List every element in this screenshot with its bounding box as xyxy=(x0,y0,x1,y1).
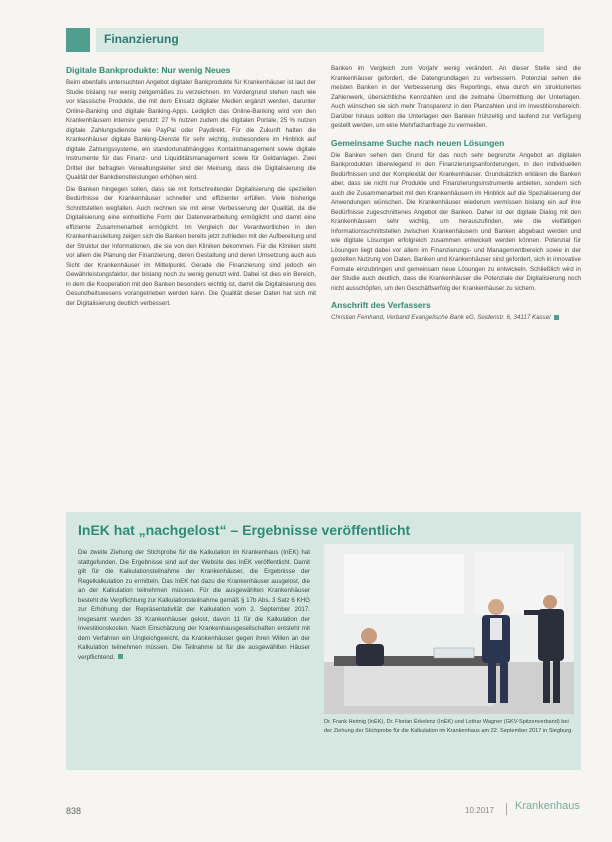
inek-info-box xyxy=(66,512,581,770)
issue-date: 10.2017 xyxy=(465,806,494,815)
box-body-text: Die zweite Ziehung der Stichprobe für die Kalkulation im Krankenhaus (InEK) hat stattgefunden. Die Ergebnisse sind auf der Website des InEK veröffentlicht. Damit gilt für die Kalkulationsteilnahme der Krankenhäuser, die Ergebnisse der Regelkalkulation zu ermitteln. Das InEK hat dazu die Krankenhäuser ausgelost, die an der Kalkulation teilnehmen müssen. Für die ausgewählten Krankenhäuser besteht die Verpflichtung zur Kalkulationsteilnahme gemäß § 17b Abs. 3 Satz 6 KHG zur Erhöhung der Repräsentativität der Kalkulation vom 2. September 2017. Insgesamt wurden 33 Krankenhäuser gelost, davon 11 für die Kalkulation der Investitionskosten. Nach Einschätzung der Krankenhausgesellschaften entsteht mit dem Verfahren ein Ungleichgewicht, da Krankenhäuser gegen ihren Willen an der Kalkulation teilnehmen müssen. Die Teilnahme ist für die ausgewählten Häuser verpflichtend. xyxy=(78,549,310,661)
article-paragraph-3: Banken im Vergleich zum Vorjahr wenig verändert. An dieser Stelle sind die Krankenhäuser gefordert, die Datengrundlagen zu verbessern. Potenzial sehen die meisten Banken in der Verbesserung des Reportings, etwa durch ein strukturiertes Zahlenwerk, übersichtliche Kennzahlen und die zeitnahe Übermittlung der Unterlagen. Auch wünschen sie sich mehr Transparenz in den Planzahlen und im Investitionsbereich. Darüber hinaus sollten die Unterlagen den Banken frühzeitig und laufend zur Verfügung gestellt werden, um eine Mehrfachanfrage zu vermeiden. xyxy=(331,65,581,129)
section-title: Finanzierung xyxy=(104,32,179,46)
article-paragraph-1: Beim ebenfalls untersuchten Angebot digitaler Bankprodukte für Krankenhäuser ist laut der Studie bislang nur wenig zeitgemäßes zu verzeichnen. Im Vordergrund stehen nach wie vor klassische Produkte, die mit dem Einsatz digitaler Medien ergänzt werden, darunter Online-Banking und digitale Banking-Apps. Lediglich das Online-Banking wird von den Krankenhäusern intensiv genutzt: 27 % nutzen zudem die digitalen Portale, 25 % nutzen digitale Zahlungsdienste wie PayPal oder Paydirekt. Für die Zukunft halten die Krankenhäuser digitale Banking-Dienste für sehr wichtig, insbesondere im Hinblick auf digitale Zahlungssysteme, ein standortunabhängiges Kontaktmanagement sowie digitale Instrumente für das Finanz- und Liquiditätsmanagement sowie für Geldanlagen. Zwei Drittel der befragten Verwaltungsleiter sind der Meinung, dass die Digitalisierung die Qualität der Bankdienstleistungen erhöhen wird. xyxy=(66,79,316,181)
photo-caption: Dr. Frank Heimig (InEK), Dr. Florian Erkelenz (InEK) und Lothar Wagner (GKV-Spitzenverband) bei der Ziehung der Stichprobe für die Kalkulation im Krankenhaus am 22. September 2017 in Siegburg. xyxy=(324,719,573,734)
author-address xyxy=(331,313,581,323)
box-text xyxy=(78,548,310,762)
heading-author-address: Anschrift des Verfassers xyxy=(331,300,431,310)
photo-illustration xyxy=(324,544,574,714)
article-paragraph-4: Die Banken sehen den Grund für das noch sehr begrenzte Angebot an digitalen Bankprodukten überwiegend in den Finanzierungsanforderungen, in den individuellen Bedürfnissen und der Komplexität der Krankenhäuser. Grundsätzlich erklären die Banken aber, dass sie nicht nur Produkte und Finanzierungsinstrumente anbieten, sondern sich auch die Zusammenarbeit mit den Krankenhäusern im Hinblick auf die Spezialisierung der Anwendungen wünschen. Die Krankenhäuser wiederum vermissen bislang ein auf ihre Bedürfnisse zugeschnittenes Angebot der Banken. Daher ist der digitale Dialog mit den Krankenhäusern sehr wichtig, um herauszufinden, wie die vielfältigen Informationsschnittstellen zwischen Krankenhäusern und Banken abgebaut werden und wie digitale Lösungen erfolgreich zusammen entwickelt werden können. Potenzial für Lösungen liegt dabei vor allem im Finanzierungs- und Managementbereich sowie in der gezielten Nutzung von Daten. Banken und Krankenhäuser sind gefordert, sich in innovative Formate einzubringen und gemeinsam neue Lösungen zu entwickeln. Schließlich wird in der Studie auch deutlich, dass die Krankenhäuser die Potenziale der Digitalisierung noch nicht ausschöpfen, um den Geschäftserfolg der Krankenhäuser zu sichern. xyxy=(331,151,581,292)
box-end-marker xyxy=(118,654,123,659)
box-title: InEK hat „nachgelost“ – Ergebnisse veröffentlicht xyxy=(78,522,411,538)
article-column-left xyxy=(66,64,316,504)
author-text: Christian Feinhand, Verband Evangelische Bank eG, Seidenstr. 6, 34117 Kassel xyxy=(331,314,551,321)
footer-divider xyxy=(506,803,507,815)
article-paragraph-2: Die Banken hingegen sollen, dass sie mit fortschreitender Digitalisierung die speziellen Bedürfnisse der Krankenhäuser schneller und effizienter erfüllen. Viele bisherige Schnittstellen wegfallen. Auch rechnen sie mit einer Verbesserung der Qualität, da die Digitalisierung eine einheitliche Form der Datenverarbeitung ermöglicht und damit eine effiziente Zusammenarbeit ermöglicht. Im Vergleich der Verantwortlichen in den Krankenhausleitung zeigen sich die Banken bereits jetzt zufrieden mit der Aufbereitung und der Struktur der Informationen, die sie von den Kliniken bekommen. Für die Kliniken steht vor allem die Planung der Finanzierung, deren Gestaltung und deren Umsetzung auch aus Sicht der Krankenhäuser im Mittelpunkt. Gerade die Finanzierung sind jedoch ein Gewährleistungsfaktor, der bislang noch zu wenig genutzt wird. Dabei ist dies ein Bereich, in dem die Kooperation mit den Banken besonders wichtig ist, damit die Digitalisierung des Gesundheitswesens vorangetrieben werden kann. Die Qualität dieser Daten hat sich mit der Digitalisierung deutlich verbessert. xyxy=(66,185,316,307)
heading-digital-products: Digitale Bankprodukte: Nur wenig Neues xyxy=(66,65,231,75)
section-marker xyxy=(66,28,90,52)
heading-joint-search: Gemeinsame Suche nach neuen Lösungen xyxy=(331,137,505,148)
press-photo xyxy=(324,544,574,714)
page-number: 838 xyxy=(66,806,82,816)
article-end-marker xyxy=(554,315,559,320)
magazine-logo: Krankenhaus xyxy=(515,800,580,812)
article-column-right xyxy=(331,64,581,504)
section-header xyxy=(96,28,544,52)
